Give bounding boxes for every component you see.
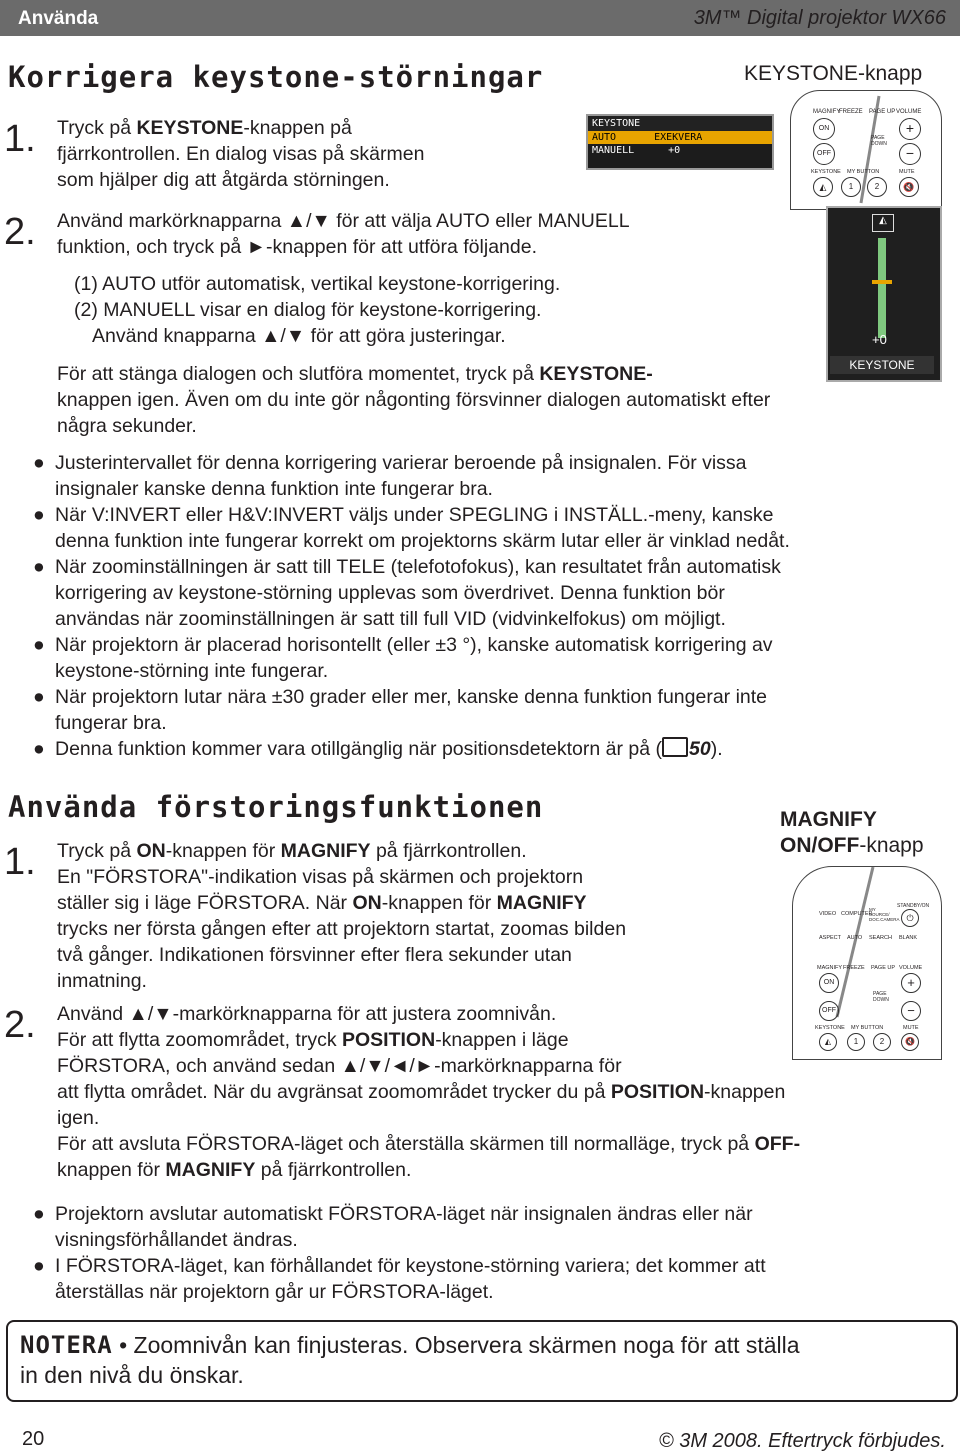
- rm2-mybutton1[interactable]: 1: [847, 1033, 865, 1051]
- rm2-freeze: FREEZE: [843, 965, 865, 971]
- keystone-bullet-2: ● När V:INVERT eller H&V:INVERT väljs under SPEGLING i INSTÄLL.-meny, kanske denna funktion inte fungerar korrekt om projektorns skärm lutar eller är vinklad nedåt.: [33, 504, 790, 552]
- keystone-callout: KEYSTONE-knapp: [744, 62, 923, 85]
- rm2-keystone-label: KEYSTONE: [815, 1025, 845, 1031]
- rm1-freeze: FREEZE: [839, 109, 863, 115]
- magnify-bullet-1: ● Projektorn avslutar automatiskt FÖRSTORA-läget när insignalen ändras eller när visningsförhållandet ändras.: [33, 1203, 753, 1251]
- rm1-volume: VOLUME: [896, 109, 922, 115]
- keystone-step2-text: Använd markörknapparna ▲/▼ för att välja AUTO eller MANUELL funktion, och tryck på ►-knappen för att utföra följande.: [57, 210, 630, 258]
- magnify-step1-number: 1.: [4, 841, 36, 883]
- osd-execute: EXEKVERA: [654, 132, 703, 143]
- keystone-step1-number: 1.: [4, 118, 36, 160]
- rm1-volume-up-icon[interactable]: +: [899, 118, 921, 140]
- magnify-callout-1: MAGNIFY: [780, 808, 877, 831]
- rm1-mybutton-label: MY BUTTON: [847, 169, 880, 175]
- rm2-on-button[interactable]: ON: [819, 973, 839, 993]
- section-tab: Använda: [18, 8, 99, 29]
- rm2-mybutton2[interactable]: 2: [873, 1033, 891, 1051]
- keystone-shape-icon: ◭: [872, 214, 894, 232]
- rm2-volume-up-icon[interactable]: +: [901, 973, 921, 993]
- rm2-aspect: ASPECT: [819, 935, 842, 941]
- rm1-mybutton2[interactable]: 2: [867, 177, 887, 197]
- rm1-mute-icon[interactable]: 🔇: [899, 177, 919, 197]
- rm1-keystone-button[interactable]: ◭: [813, 177, 833, 197]
- magnify-step2-text: Använd ▲/▼-markörknapparna för att justera zoomnivån. För att flytta zoomområdet, tryck POSITION-knappen i läge FÖRSTORA, och använd sedan ▲/▼/◄/►-markörknapparna för att flytta området. När du avgränsat zoomområdet trycker du på POSITION-knappen igen. För att avsluta FÖRSTORA-läget och återställa skärmen till normalläge, tryck på OFF- knappen för MAGNIFY på fjärrkontrollen.: [57, 1003, 801, 1181]
- rm2-pageup: PAGE UP: [871, 965, 896, 971]
- remote-illustration-keystone: [790, 90, 942, 210]
- rm2-power-icon[interactable]: ⏻: [901, 909, 919, 927]
- keystone-step1-text: Tryck på KEYSTONE-knappen på fjärrkontrollen. En dialog visas på skärmen som hjälper dig att åtgärda störningen.: [57, 117, 425, 191]
- rm2-auto: AUTO: [847, 935, 863, 941]
- rm2-volume: VOLUME: [899, 965, 923, 971]
- copyright: © 3M 2008. Eftertryck förbjudes.: [658, 1430, 946, 1452]
- rm1-off-button[interactable]: OFF: [813, 143, 835, 165]
- osd-manual: MANUELL: [592, 145, 635, 156]
- rm2-video: VIDEO: [819, 911, 837, 917]
- keystone-bullet-4: ● När projektorn är placerad horisontellt (eller ±3 °), kanske automatisk korrigering av keystone-störning inte fungerar.: [33, 634, 773, 682]
- rm1-pagedown: PAGE DOWN: [871, 135, 887, 147]
- rm1-pageup: PAGE UP: [869, 109, 896, 115]
- keystone-step2-sub: (1) AUTO utför automatisk, vertikal keystone-korrigering. (2) MANUELL visar en dialog för keystone-korrigering. Använd knapparna ▲/▼ för att göra justeringar.: [74, 273, 561, 347]
- rm2-mute-icon[interactable]: 🔇: [901, 1033, 919, 1051]
- rm1-keystone-label: KEYSTONE: [811, 169, 841, 175]
- rm1-magnify: MAGNIFY: [813, 109, 841, 115]
- rm1-on-button[interactable]: ON: [813, 118, 835, 140]
- magnify-heading: Använda förstoringsfunktionen: [8, 790, 544, 824]
- keystone-step2-number: 2.: [4, 211, 36, 253]
- magnify-step2-number: 2.: [4, 1004, 36, 1046]
- slider-track[interactable]: [878, 238, 886, 338]
- slider-label: KEYSTONE: [830, 356, 934, 374]
- keystone-bullet-6: ● Denna funktion kommer vara otillgänglig när positionsdetektorn är på ( 50).: [33, 738, 723, 760]
- rm2-mute-label: MUTE: [903, 1025, 919, 1031]
- keystone-bullet-3: ● När zoominställningen är satt till TELE (telefotofokus), kan resultatet från automatisk korrigering av keystone-störning upplevas som överdrivet. Denna funktion bör användas när zoominställningen är satt till full VID (vidvinkelfokus) om möjligt.: [33, 556, 781, 630]
- book-icon: [662, 737, 688, 757]
- keystone-step2-close: För att stänga dialogen och slutföra momentet, tryck på KEYSTONE- knappen igen. Även om du inte gör någonting försvinner dialogen automatiskt efter några sekunder.: [57, 363, 771, 437]
- magnify-bullet-2: ● I FÖRSTORA-läget, kan förhållandet för keystone-störning variera; det kommer att återställas när projektorn går ur FÖRSTORA-läget.: [33, 1255, 766, 1303]
- product-title: 3M™ Digital projektor WX66: [693, 7, 946, 29]
- rm2-computer: COMPUTER: [841, 911, 873, 917]
- rm2-magnify: MAGNIFY: [817, 965, 843, 971]
- rm2-standby-label: STANDBY/ON: [897, 903, 930, 909]
- rm2-search: SEARCH: [869, 935, 892, 941]
- rm2-volume-down-icon[interactable]: −: [901, 1001, 921, 1021]
- osd-title: KEYSTONE: [588, 116, 772, 131]
- keystone-slider-dialog: [826, 206, 942, 382]
- magnify-step1-text: Tryck på ON-knappen för MAGNIFY på fjärrkontrollen. En "FÖRSTORA"-indikation visas på skärmen och projektorn ställer sig i läge FÖRSTORA. När ON-knappen för MAGNIFY trycks ner första gången efter att projektorn startat, zoomas bilden två gånger. Indikationen försvinner efter flera sekunder utan inmatning.: [57, 840, 627, 992]
- rm1-volume-down-icon[interactable]: −: [899, 143, 921, 165]
- rm2-pagedown: PAGE DOWN: [873, 991, 889, 1003]
- magnify-bullets: [33, 1201, 950, 1305]
- rm1-mybutton1[interactable]: 1: [841, 177, 861, 197]
- osd-auto: AUTO: [592, 132, 617, 143]
- keystone-bullet-1: ● Justerintervallet för denna korrigering varierar beroende på insignalen. För vissa insignaler kanske denna funktion inte fungerar bra.: [33, 452, 747, 500]
- rm2-mybutton-label: MY BUTTON: [851, 1025, 884, 1031]
- magnify-callout-2: ON/OFF-knapp: [780, 834, 924, 857]
- page-number: 20: [22, 1428, 45, 1450]
- keystone-bullet-5: ● När projektorn lutar nära ±30 grader eller mer, kanske denna funktion fungerar inte fungerar bra.: [33, 686, 768, 734]
- keystone-bullets: [33, 450, 950, 762]
- keystone-heading: Korrigera keystone-störningar: [8, 60, 544, 94]
- rm1-mute-label: MUTE: [899, 169, 915, 175]
- slider-thumb[interactable]: [872, 280, 892, 284]
- slider-value: +0: [872, 332, 887, 347]
- osd-manual-value: +0: [668, 145, 681, 156]
- note-text: NOTERA • Zoomnivån kan finjusteras. Observera skärmen noga för att ställa in den nivå du önskar.: [20, 1331, 800, 1388]
- rm2-keystone-button[interactable]: ◭: [819, 1033, 837, 1051]
- rm2-off-button[interactable]: OFF: [819, 1001, 839, 1021]
- note-label: NOTERA: [20, 1331, 113, 1359]
- rm2-mysource: MY SOURCE/ DOC.CAMERA: [869, 907, 900, 922]
- page-ref-link[interactable]: 50: [689, 738, 711, 760]
- rm2-blank: BLANK: [899, 935, 918, 941]
